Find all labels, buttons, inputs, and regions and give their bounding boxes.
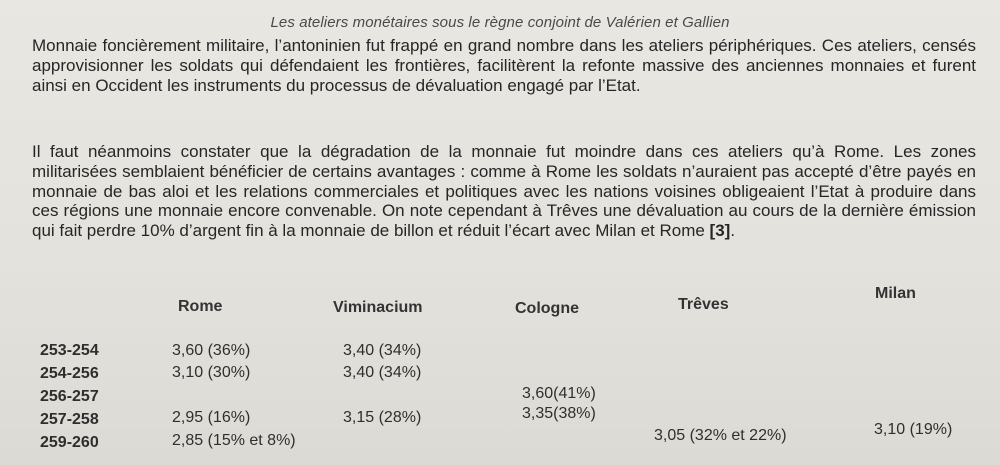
paragraph-2-end: . — [730, 221, 736, 241]
cell-rome-254-256: 3,10 (30%) — [172, 364, 251, 381]
reference-link[interactable]: [3] — [709, 221, 731, 241]
cell-cologne-256-257: 3,60(41%) — [522, 385, 596, 402]
page-header-title: Les ateliers monétaires sous le règne conjoint de Valérien et Gallien — [270, 14, 730, 31]
cell-milan-259-260: 3,10 (19%) — [874, 421, 953, 438]
column-header-rome: Rome — [178, 298, 223, 315]
paragraph-2-text: Il faut néanmoins constater que la dégradation de la monnaie fut moindre dans ces ateliers qu’à Rome. Les zones militarisées semblaient bénéficier de certains avantages : comme à Rome les soldats n’auraient pas accepté d’être payés en monnaie de bas aloi et les relations commerciales et politiques avec les nations voisines obligeaient l’Etat à produire dans ces régions une monnaie encore convenable. On note cependant à Trêves une dévaluation au cours de la dernière émission qui fait perdre 10% d’argent fin à la monnaie de billon et réduit l’écart avec Milan et Rome — [32, 142, 976, 241]
column-header-milan: Milan — [875, 285, 916, 302]
row-period-254-256: 254-256 — [40, 365, 99, 382]
cell-rome-253-254: 3,60 (36%) — [172, 342, 251, 359]
paragraph-2 — [32, 142, 976, 241]
column-header-treves: Trêves — [678, 296, 729, 313]
column-header-cologne: Cologne — [515, 300, 579, 317]
row-period-259-260: 259-260 — [40, 434, 99, 451]
row-period-253-254: 253-254 — [40, 342, 99, 359]
cell-viminacium-254-256: 3,40 (34%) — [343, 364, 422, 381]
row-period-256-257: 256-257 — [40, 388, 99, 405]
cell-viminacium-253-254: 3,40 (34%) — [343, 342, 422, 359]
cell-viminacium-257-258: 3,15 (28%) — [343, 409, 422, 426]
column-header-viminacium: Viminacium — [333, 299, 423, 316]
paragraph-1-text: Monnaie foncièrement militaire, l’antoninien fut frappé en grand nombre dans les ateliers périphériques. Ces ateliers, censés approvisionner les soldats qui défendaient les frontières, facilitèrent la refonte massive des anciennes monnaies et furent ainsi en Occident les instruments du processus de dévaluation engagé par l’Etat. — [32, 36, 976, 95]
paragraph-1 — [32, 36, 976, 95]
cell-cologne-257-258: 3,35(38%) — [522, 405, 596, 422]
cell-rome-257-258: 2,95 (16%) — [172, 409, 251, 426]
row-period-257-258: 257-258 — [40, 411, 99, 428]
cell-rome-259-260: 2,85 (15% et 8%) — [172, 432, 296, 449]
cell-treves-259-260: 3,05 (32% et 22%) — [654, 427, 787, 444]
